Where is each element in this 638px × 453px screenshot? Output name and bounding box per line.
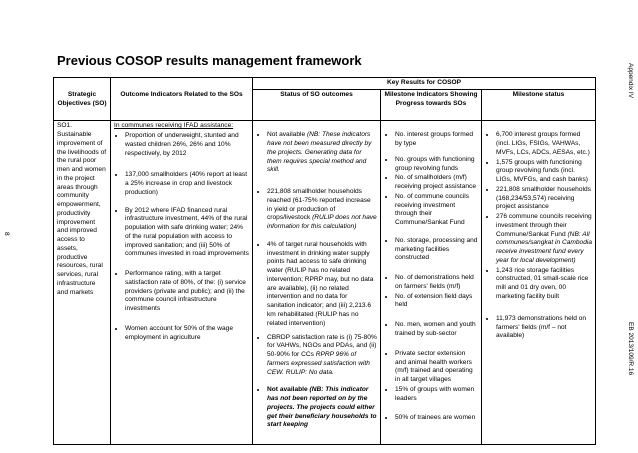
results-framework-table — [53, 77, 596, 445]
header-milestone-status: Milestone status — [482, 90, 596, 121]
milestone-status-item: • 1,575 groups with functioning group revolving funds (incl. LIGs, MVFGs, and cash banks) — [496, 158, 592, 185]
status-item: • Not available (NB: This indicator has not been reported on by the projects. The projects could either get their beneficiary households to start keeping — [267, 385, 377, 430]
milestone-item: • No. of extension field days held — [395, 292, 478, 311]
milestone-status-item: • 1,243 rice storage facilities constructed, 01 small-scale rice mill and 01 dry oven, 00 marketing facility built — [496, 266, 592, 302]
milestone-item: • No. of demonstrations held on farmers' fields (m/f) — [395, 273, 478, 292]
outcome-item: • Women account for 50% of the wage employment in agriculture — [125, 324, 249, 343]
milestone-status-list — [485, 130, 592, 341]
milestone-status-item: • 6,700 interest groups formed (incl. LIGs, FSIGs, VAHWAs, MVFs, LCs, ADCs, AESAs, etc.) — [496, 130, 592, 157]
status-item: • 4% of target rural households with investment in drinking water supply points had access to safe drinking water (RULIP has no related intervention; RPRP may, but no data are available), (ii) no related intervention and no data for sanitation indicator; and (iii) 2,213.6 km rehabilitated (RULIP has no related intervention) — [267, 240, 377, 329]
milestone-item: • No. men, women and youth trained by sub-sector — [395, 320, 478, 339]
milestone-indicators-cell — [381, 121, 482, 445]
status-list — [256, 130, 377, 430]
milestone-status-item: • 221,808 smallholder households (168,234/53,574) receiving project assistance — [496, 185, 592, 212]
header-status-so-outcomes: Status of SO outcomes — [253, 90, 381, 121]
page-number: 8 — [3, 232, 10, 236]
group-header-row — [54, 78, 596, 90]
outcome-indicators-cell — [111, 121, 253, 445]
document-reference: EB 2013/109/R.16 — [627, 322, 634, 376]
milestone-status-cell — [482, 121, 596, 445]
key-results-header: Key Results for COSOP — [253, 78, 596, 90]
header-milestone-indicators: Milestone Indicators Showing Progress towards SOs — [381, 90, 482, 121]
status-so-outcomes-cell — [253, 121, 381, 445]
outcome-item: • Proportion of underweight, stunted and wasted children 26%, 26% and 10% respectively, by 2012 — [125, 131, 249, 158]
appendix-label: Appendix IV — [627, 63, 634, 99]
outcome-heading: In communes receiving IFAD assistance: — [114, 122, 234, 130]
header-strategic-objectives: Strategic Objectives (SO) — [54, 90, 111, 121]
status-item: • Not available (NB: These indicators have not been measured directly by the projects. Generating data for them requires special method and skill. — [267, 130, 377, 175]
milestone-item: • 15% of groups with women leaders — [395, 385, 478, 404]
outcome-item: • By 2012 where IFAD financed rural infrastructure investment, 44% of the rural population with safe drinking water; 24% of the rural population with access to improved sanitation; and (iii) 50% of communes invested in road improvements — [125, 206, 249, 260]
status-item: • 221,808 smallholder households reached (61-75% reported increase in yield or production of crops/livestock (RULIP does not have information for this calculation) — [267, 187, 377, 232]
status-item: • CBRDP satisfaction rate is (i) 75-80% for VAHWs, NGOs and PDAs, and (ii) 50-90% for CCs RPRP 96% of farmers expressed satisfaction with CEW. RULIP: No data. — [267, 333, 377, 378]
milestone-item: • No. interest groups formed by type — [395, 130, 478, 149]
milestone-item: • No. groups with functioning group revolving funds — [395, 155, 478, 174]
header-outcome-indicators: Outcome Indicators Related to the SOs — [111, 90, 253, 121]
so1-row — [54, 121, 596, 445]
column-header-row — [54, 90, 596, 121]
outcome-item: • 137,000 smallholders (40% report at least a 25% increase in crop and livestock production) — [125, 170, 249, 197]
page-title: Previous COSOP results management framework — [57, 53, 362, 68]
outcome-item: • Performance rating, with a target satisfaction rate of 80%, of the: (i) service providers (private and public); and (ii) the commune council infrastructure investments — [125, 269, 249, 314]
milestone-item: • No. of smallholders (m/f) receiving project assistance — [395, 173, 478, 192]
outcome-list — [114, 131, 249, 343]
milestone-item: • Private sector extension and animal health workers (m/f) trained and operating in all target villages — [395, 349, 478, 385]
milestone-status-item: • 276 commune councils receiving investment through their Commune/Sankat Fund (NB: All communes/sangkat in Cambodia receive investment fund every year for local development) — [496, 212, 592, 266]
strategic-objective-cell: SO1. Sustainable improvement of the livelihoods of the rural poor men and women in the project areas through community empowerment, productivity improvement and improved access to assets, productive resources, rural services, rural infrastructure and markets — [54, 121, 111, 445]
milestone-item: • 50% of trainees are women — [395, 413, 478, 423]
milestone-item: • No. of commune councils receiving investment through their Commune/Sankat Fund — [395, 192, 478, 228]
milestone-status-item: • 11,973 demonstrations held on farmers' fields (m/f – not available) — [496, 314, 592, 341]
milestone-item: • No. storage, processing and marketing facilities constructed — [395, 236, 478, 263]
milestone-list — [384, 130, 478, 423]
